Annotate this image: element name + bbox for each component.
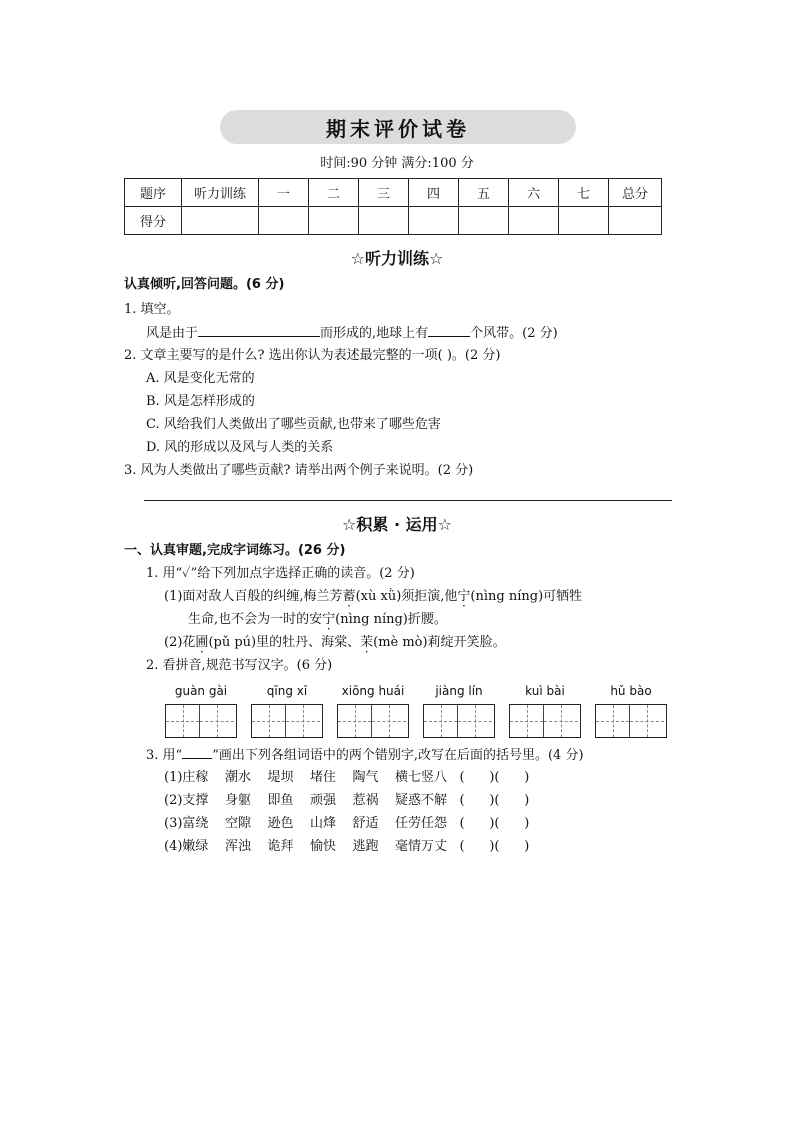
tianzige-grid <box>595 704 667 738</box>
answer-blank[interactable] <box>198 324 320 337</box>
writing-cell[interactable] <box>596 705 630 737</box>
table-cell: 得分 <box>125 207 182 235</box>
tianzige-grid <box>251 704 323 738</box>
table-cell: 七 <box>559 179 609 207</box>
pinyin-label: kuì bài <box>525 684 565 698</box>
writing-cell[interactable] <box>166 705 200 737</box>
score-cell[interactable] <box>459 207 509 235</box>
acc-question-2-title: 2. 看拼音,规范书写汉字。(6 分) <box>146 658 333 673</box>
dotted-char: 蓄 <box>342 589 356 604</box>
tianzige-grid <box>509 704 581 738</box>
pinyin-choice[interactable]: (pǔ pú)里的牡丹、海棠、 <box>208 635 361 650</box>
option-c: C. 风给我们人类做出了哪些贡献,也带来了哪些危害 <box>146 417 441 432</box>
part-1-instruction: 一、认真审题,完成字词练习。(26 分) <box>124 543 346 558</box>
typo-row[interactable]: (2)支撑 身躯 即鱼 顽强 惹祸 疑惑不解 ( )( ) <box>164 793 530 808</box>
score-cell[interactable] <box>259 207 309 235</box>
q1-text-a: 风是由于 <box>146 326 199 341</box>
answer-blank[interactable] <box>428 324 470 337</box>
score-cell[interactable] <box>182 207 259 235</box>
table-cell: 听力训练 <box>182 179 259 207</box>
dotted-char: 茉 <box>360 635 374 650</box>
dotted-char: 宁 <box>457 589 471 604</box>
score-cell[interactable] <box>309 207 359 235</box>
question-1-title: 1. 填空。 <box>124 302 180 317</box>
score-table <box>124 178 662 235</box>
table-cell: 题序 <box>125 179 182 207</box>
acc-q1-line-1 <box>164 588 582 606</box>
pinyin-choice[interactable]: (mè mò)莉绽开笑脸。 <box>373 635 506 650</box>
option-b: B. 风是怎样形成的 <box>146 394 255 409</box>
pinyin-label: xiōng huái <box>341 684 405 698</box>
acc-question-1-title: 1. 用“✓”给下列加点字选择正确的读音。(2 分) <box>146 566 415 581</box>
title-bar <box>220 110 576 144</box>
tianzige-grid <box>165 704 237 738</box>
dotted-char: 圃 <box>195 635 209 650</box>
question-3-title: 3. 风为人类做出了哪些贡献? 请举出两个例子来说明。(2 分) <box>124 463 474 478</box>
pinyin-label: qīng xī <box>266 684 308 698</box>
typo-row[interactable]: (4)嫩绿 浑浊 诡拜 愉快 逃跑 毫情万丈 ( )( ) <box>164 839 530 854</box>
pinyin-choice[interactable]: (nìng níng)折腰。 <box>335 612 447 627</box>
table-cell: 四 <box>409 179 459 207</box>
table-cell: 二 <box>309 179 359 207</box>
typo-row[interactable]: (1)庄稼 潮水 堤坝 堵住 陶气 横七竖八 ( )( ) <box>164 770 530 785</box>
tianzige-grid <box>423 704 495 738</box>
writing-cell[interactable] <box>510 705 544 737</box>
text-segment: ”画出下列各组词语中的两个错别字,改写在后面的括号里。(4 分) <box>212 748 584 763</box>
question-1-fill <box>146 324 558 343</box>
exam-time-info: 时间:90 分钟 满分:100 分 <box>320 156 474 171</box>
table-cell: 一 <box>259 179 309 207</box>
pinyin-label: jiàng lín <box>435 684 483 698</box>
score-table-score-row <box>125 207 662 235</box>
writing-cell[interactable] <box>630 705 664 737</box>
writing-cell[interactable] <box>424 705 458 737</box>
score-cell[interactable] <box>559 207 609 235</box>
writing-cell[interactable] <box>252 705 286 737</box>
writing-cell[interactable] <box>338 705 372 737</box>
accumulate-heading: ☆积累 · 运用☆ <box>342 515 452 534</box>
text-segment: (1)面对敌人百般的纠缠,梅兰芳 <box>164 589 343 604</box>
option-d: D. 风的形成以及风与人类的关系 <box>146 440 334 455</box>
pinyin-label: guàn gài <box>174 684 228 698</box>
text-segment: (2)花 <box>164 635 196 650</box>
option-a: A. 风是变化无常的 <box>146 371 255 386</box>
score-cell[interactable] <box>359 207 409 235</box>
writing-cell[interactable] <box>372 705 406 737</box>
writing-cell[interactable] <box>200 705 234 737</box>
pinyin-choice[interactable]: (nìng níng)可牺牲 <box>470 589 583 604</box>
tianzige-grid <box>337 704 409 738</box>
dotted-char: 宁 <box>322 612 336 627</box>
underline-sample <box>182 746 212 759</box>
score-cell[interactable] <box>609 207 662 235</box>
page-title: 期末评价试卷 <box>326 116 470 141</box>
acc-q1-line-2 <box>188 611 447 629</box>
table-cell: 三 <box>359 179 409 207</box>
text-segment: 3. 用“ <box>146 748 183 763</box>
writing-cell[interactable] <box>286 705 320 737</box>
acc-q1-line-3 <box>164 634 506 652</box>
q1-text-c: 个风带。(2 分) <box>470 326 558 341</box>
listening-heading: ☆听力训练☆ <box>350 249 444 268</box>
score-cell[interactable] <box>409 207 459 235</box>
table-cell: 六 <box>509 179 559 207</box>
answer-line <box>144 500 672 501</box>
q1-text-b: 而形成的,地球上有 <box>320 326 429 341</box>
question-2-title: 2. 文章主要写的是什么? 选出你认为表述最完整的一项( )。(2 分) <box>124 348 501 363</box>
writing-cell[interactable] <box>544 705 578 737</box>
score-table-header-row <box>125 179 662 207</box>
text-segment: 生命,也不会为一时的安 <box>188 612 323 627</box>
pinyin-choice[interactable]: (xù xǜ)须拒演,他 <box>355 589 458 604</box>
pinyin-label: hǔ bào <box>610 684 652 698</box>
typo-row[interactable]: (3)富绕 空隙 逊色 山烽 舒适 任劳任怨 ( )( ) <box>164 816 530 831</box>
listening-instruction: 认真倾听,回答问题。(6 分) <box>124 277 285 292</box>
pinyin-writing-row <box>0 684 794 754</box>
writing-cell[interactable] <box>458 705 492 737</box>
table-cell: 五 <box>459 179 509 207</box>
score-cell[interactable] <box>509 207 559 235</box>
acc-question-3-title <box>146 746 584 765</box>
table-cell: 总分 <box>609 179 662 207</box>
